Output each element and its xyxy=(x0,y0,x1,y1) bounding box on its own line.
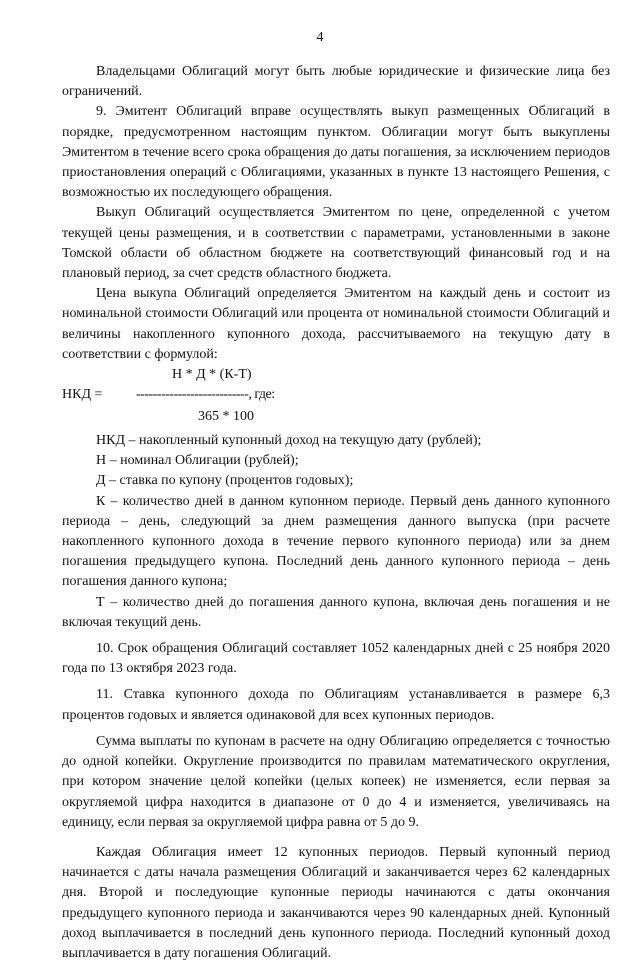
definition-k: К – количество дней в данном купонном периоде. Первый день данного купонного периода – день, следующий за днем размещения данного выпуска (при расчете накопленного купонного дохода в течение первого купонного периода) или за днем погашения предыдущего купона. Последний день данного купонного периода – день погашения данного купона; xyxy=(62,493,610,590)
page-number: 4 xyxy=(316,30,324,45)
paragraph-price-definition: Цена выкупа Облигаций определяется Эмитентом на каждый день и состоит из номинальной стоимости Облигаций или процента от номинальной стоимости Облигаций и величины накопленного купонного дохода, рассчитываемого на текущую дату в соответствии с формулой: xyxy=(62,286,610,362)
definition-nkd: НКД – накопленный купонный доход на текущую дату (рублей); xyxy=(96,433,482,449)
formula-lhs: НКД = xyxy=(62,387,103,403)
formula-denominator: 365 * 100 xyxy=(198,409,254,425)
formula-numerator: Н * Д * (К-Т) xyxy=(172,367,252,383)
paragraph-coupon-rate: 11. Ставка купонного дохода по Облигациям устанавливается в размере 6,3 процентов годовых и является одинаковой для всех купонных периодов. xyxy=(62,687,610,723)
paragraph-rounding: Сумма выплаты по купонам в расчете на одну Облигацию определяется с точностью до одной копейки. Округление производится по правилам математического округления, при котором значение целой копейки (целых копеек) не изменяется, если первая за округляемой цифра находится в диапазоне от 0 до 4 и изменяется, увеличиваясь на единицу, если первая за округляемой цифра равна от 5 до 9. xyxy=(62,733,610,830)
paragraph-buyback-clause: 9. Эмитент Облигаций вправе осуществлять выкуп размещенных Облигаций в порядке, предусмотренном настоящим пунктом. Облигации могут быть выкуплены Эмитентом в течение всего срока обращения до даты погашения, за исключением периодов приостановления операций с Облигациями, указанных в пункте 13 настоящего Решения, с возможностью их последующего обращения. xyxy=(62,104,610,201)
nkd-formula xyxy=(62,365,610,431)
definition-d: Д – ставка по купону (процентов годовых); xyxy=(96,473,354,489)
definition-t: Т – количество дней до погашения данного купона, включая день погашения и не включая текущий день. xyxy=(62,594,610,630)
paragraph-circulation-term: 10. Срок обращения Облигаций составляет 1052 календарных дней с 25 ноября 2020 года по 13 октября 2023 года. xyxy=(62,641,610,677)
paragraph-owners: Владельцами Облигаций могут быть любые юридические и физические лица без ограничений. xyxy=(62,64,610,100)
formula-fraction-line: ---------------------------, где: xyxy=(136,387,275,403)
paragraph-buyback-price: Выкуп Облигаций осуществляется Эмитентом по цене, определенной с учетом текущей цены размещения, и в соответствии с параметрами, установленными в законе Томской области об областном бюджете на соответствующий финансовый год и на плановый период, за счет средств областного бюджета. xyxy=(62,205,610,282)
definition-n: Н – номинал Облигации (рублей); xyxy=(96,453,299,469)
document-body xyxy=(62,62,610,964)
paragraph-coupon-periods: Каждая Облигация имеет 12 купонных периодов. Первый купонный период начинается с даты начала размещения Облигаций и заканчивается через 62 календарных дня. Второй и последующие купонные периоды начинаются с даты окончания предыдущего купонного периода и заканчиваются через 90 календарных дней. Купонный доход выплачивается в последний день купонного периода. Последний купонный доход выплачивается в дату погашения Облигаций. xyxy=(62,844,610,961)
